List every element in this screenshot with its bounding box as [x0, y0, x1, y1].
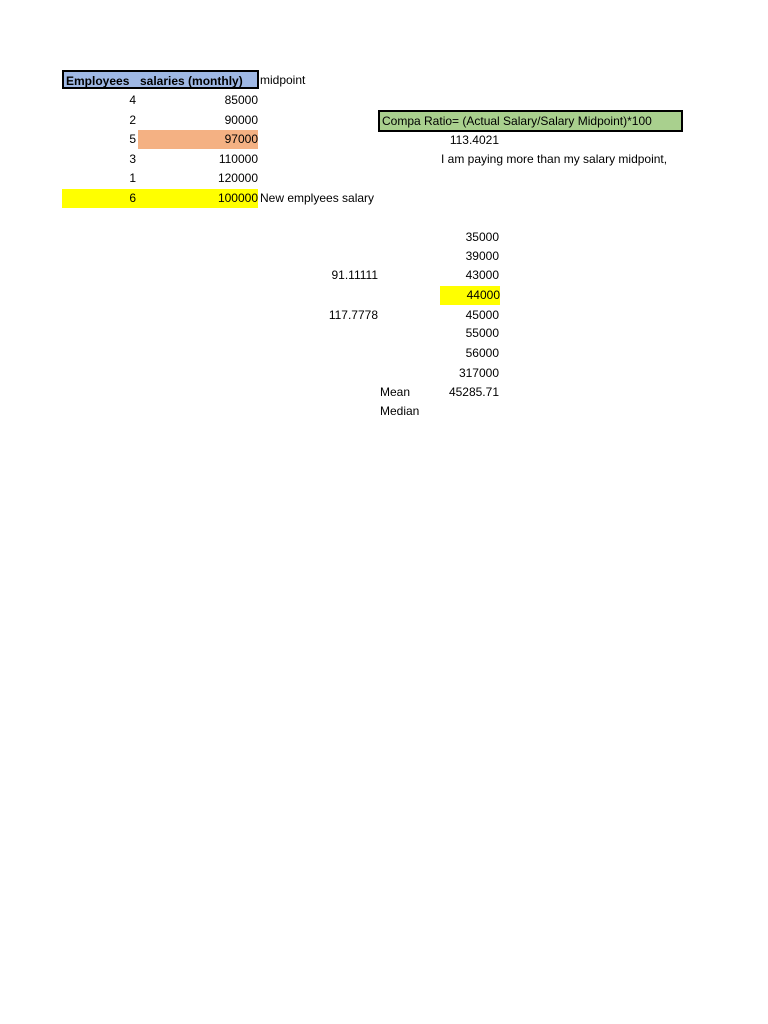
side-value[interactable]: 117.7778: [328, 308, 378, 322]
employee-number-highlighted[interactable]: 6: [62, 189, 138, 208]
salary-value-highlighted[interactable]: 97000: [138, 130, 258, 149]
employee-number[interactable]: 5: [129, 132, 136, 146]
salary-value[interactable]: 85000: [224, 93, 258, 107]
header-employees: Employees: [66, 74, 130, 88]
compa-ratio-formula[interactable]: Compa Ratio= (Actual Salary/Salary Midpoint)*100: [378, 110, 683, 132]
header-midpoint[interactable]: midpoint: [260, 73, 306, 87]
mean-value[interactable]: 45285.71: [448, 385, 499, 399]
employees-salaries-header[interactable]: [62, 70, 259, 89]
employee-number[interactable]: 3: [129, 152, 136, 166]
series-value[interactable]: 43000: [465, 268, 499, 282]
series-value[interactable]: 55000: [465, 326, 499, 340]
series-value-highlighted[interactable]: 44000: [440, 286, 500, 305]
salary-value[interactable]: 110000: [218, 152, 258, 166]
side-value[interactable]: 91.11111: [331, 268, 378, 282]
median-label[interactable]: Median: [380, 404, 420, 418]
salary-value[interactable]: 90000: [224, 113, 258, 127]
employee-number[interactable]: 4: [129, 93, 136, 107]
new-employee-note[interactable]: New emplyees salary: [260, 191, 375, 205]
header-salaries: salaries (monthly): [140, 74, 243, 88]
salary-value[interactable]: 120000: [217, 171, 258, 185]
employee-number[interactable]: 2: [129, 113, 136, 127]
compa-ratio-value[interactable]: 113.4021: [449, 133, 499, 147]
salary-value-highlighted[interactable]: 100000: [138, 189, 258, 208]
series-value[interactable]: 56000: [465, 346, 499, 360]
series-value[interactable]: 35000: [465, 230, 499, 244]
compa-ratio-note[interactable]: I am paying more than my salary midpoint,: [441, 152, 668, 166]
series-value[interactable]: 45000: [465, 308, 499, 322]
series-value[interactable]: 39000: [465, 249, 499, 263]
mean-label[interactable]: Mean: [380, 385, 411, 399]
series-value[interactable]: 317000: [458, 366, 499, 380]
employee-number[interactable]: 1: [129, 171, 136, 185]
